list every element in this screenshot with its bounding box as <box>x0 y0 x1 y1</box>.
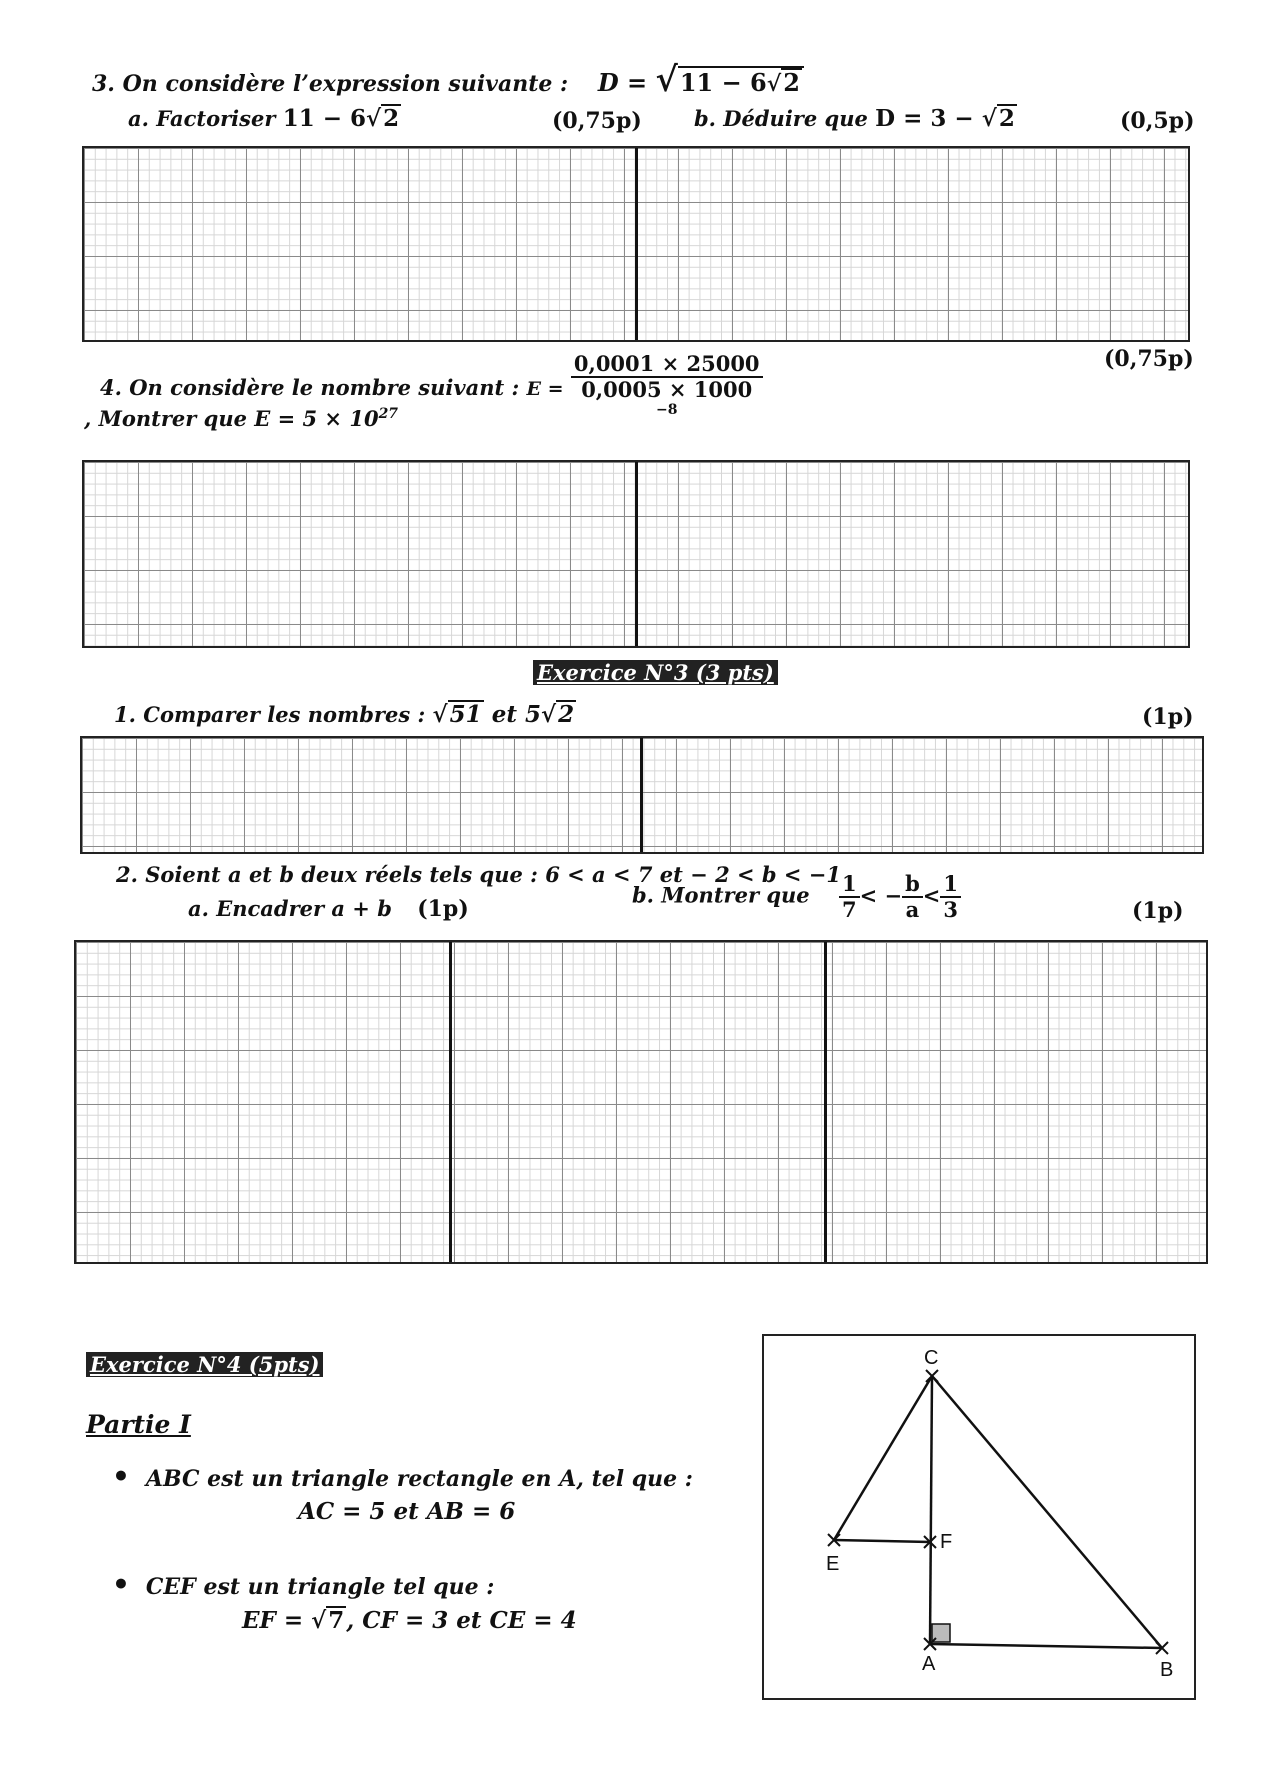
label-a: A <box>922 1653 936 1675</box>
ex3-q2b-points: (1p) <box>1132 898 1184 924</box>
grid-divider <box>640 738 643 852</box>
ex3-title: Exercice N°3 (3 pts) <box>533 660 778 685</box>
ex3-q2b: b. Montrer que $\frac{1}{7}$ < − $\frac{b}{a}$ < $\frac{1}{3}$ <box>632 872 961 922</box>
answer-grid-ex3-q1[interactable] <box>80 736 1204 854</box>
label-b: B <box>1160 1659 1174 1681</box>
ex4-bullet-2: • CEF est un triangle tel que : <box>112 1568 495 1601</box>
grid-divider-2 <box>824 942 827 1262</box>
q3-text: 3. On considère l’expression suivante : <box>92 71 569 97</box>
ex4-bullet-1: • ABC est un triangle rectangle en A, tel que : <box>112 1460 693 1493</box>
answer-grid-ex3-q2[interactable] <box>74 940 1208 1264</box>
answer-grid-q3[interactable] <box>82 146 1190 342</box>
q3-statement <box>92 60 804 100</box>
q3b-label: b. Déduire que D = 3 − √2 <box>694 105 1015 132</box>
grid-divider <box>635 462 638 646</box>
ex3-q2a: a. Encadrer a + b (1p) <box>188 896 469 922</box>
q4-points: (0,75p) <box>1104 346 1194 372</box>
label-f: F <box>940 1531 953 1553</box>
answer-grid-q4[interactable] <box>82 460 1190 648</box>
ex4-title-wrap <box>86 1352 323 1377</box>
ex4-bullet-2-values: EF = √7, CF = 3 et CE = 4 <box>242 1607 577 1634</box>
label-c: C <box>924 1347 939 1369</box>
ex3-title-wrap <box>533 660 778 685</box>
label-e: E <box>826 1553 840 1575</box>
q4-show: , Montrer que $E = 5 \times 10^{27}$ <box>84 406 399 431</box>
q3b-points: (0,5p) <box>1120 108 1195 134</box>
grid-divider-1 <box>449 942 452 1262</box>
q4-statement: 4. On considère le nombre suivant : E = 0,0001 × 25000 0,0005 × 1000 $^{-8}$ <box>100 352 763 427</box>
q3a-label: a. Factoriser 11 − 6√2 <box>128 105 400 132</box>
grid-divider <box>635 148 638 340</box>
d-expression: D = √11 − 6√2 <box>598 68 804 97</box>
ex3-q1: 1. Comparer les nombres : √51 et 5√2 <box>114 701 575 728</box>
triangle-figure <box>762 1334 1196 1700</box>
ex4-bullet-1-values: AC = 5 et AB = 6 <box>298 1498 516 1525</box>
q3a-points: (0,75p) <box>552 108 642 134</box>
ex3-q1-points: (1p) <box>1142 704 1194 730</box>
partie-title: Partie I <box>86 1410 191 1439</box>
ex3-q2: 2. Soient a et b deux réels tels que : 6 < a < 7 et − 2 < b < −1 <box>116 862 842 887</box>
ex4-title: Exercice N°4 (5pts) <box>86 1352 323 1377</box>
